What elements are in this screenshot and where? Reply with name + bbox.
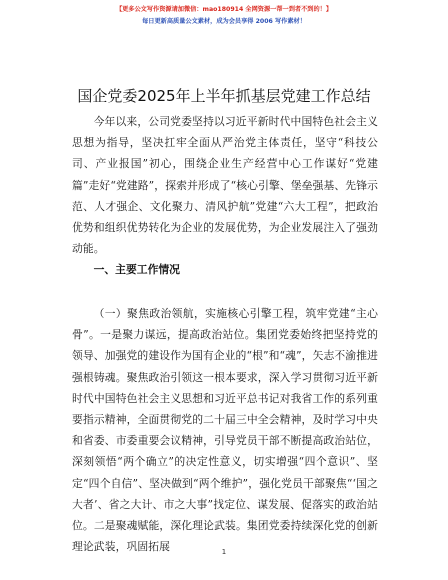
intro-paragraph: 今年以来，公司党委坚持以习近平新时代中国特色社会主义思想为指导，坚决扛牢全面从严治党主体责任，坚守“科技公司、产业报国”初心，围绕企业生产经营中心工作谋好“党建篇”走好“党建路”，探索并形成了“核心引擎、堡垒强基、先锋示范、人才强企、文化聚力、清风护航”党建“六大工程”，把政治优势和组织优势转化为企业的发展优势，为企业发展注入了强劲动能。 xyxy=(72,115,378,256)
section-paragraph-block xyxy=(72,303,378,557)
promo-banner-line-1: 【更多公文写作资源请加微信：mao180914 全网资源一帮一到者不到的！】 xyxy=(115,6,333,13)
section-paragraph: （一）聚焦政治领航，实施核心引擎工程，筑牢党建“主心骨”。一是聚力谋远，提高政治站位。集团党委始终把坚持党的领导、加强党的建设作为国有企业的“根”和“魂”，矢志不渝推进强根铸魂。聚焦政治引领这一根本要求，深入学习贯彻习近平新时代中国特色社会主义思想和习近平总书记对我省工作的系列重要指示精神，全面贯彻党的二十届三中全会精神，及时学习中央和省委、市委重要会议精神，引导党员干部不断提高政治站位，深刻领悟“两个确立”的决定性意义，切实增强“四个意识”、坚定“四个自信”、坚决做到“两个维护”，强化党员干部聚焦“‘国之大者’、省之大计、市之大事”找定位、谋发展、促落实的政治站位。二是聚魂赋能，深化理论武装。集团党委持续深化党的创新理论武装，巩固拓展 xyxy=(72,307,378,554)
promo-banner xyxy=(0,4,448,28)
promo-banner-line-2: 每日更新高质量公文素材，成为会员享得 2006 写作素材！ xyxy=(142,18,306,25)
section-heading: 一、主要工作情况 xyxy=(93,263,180,276)
document-title: 国企党委2025年上半年抓基层党建工作总结 xyxy=(77,87,371,105)
intro-paragraph-block xyxy=(72,111,378,259)
page-number: 1 xyxy=(221,548,227,556)
